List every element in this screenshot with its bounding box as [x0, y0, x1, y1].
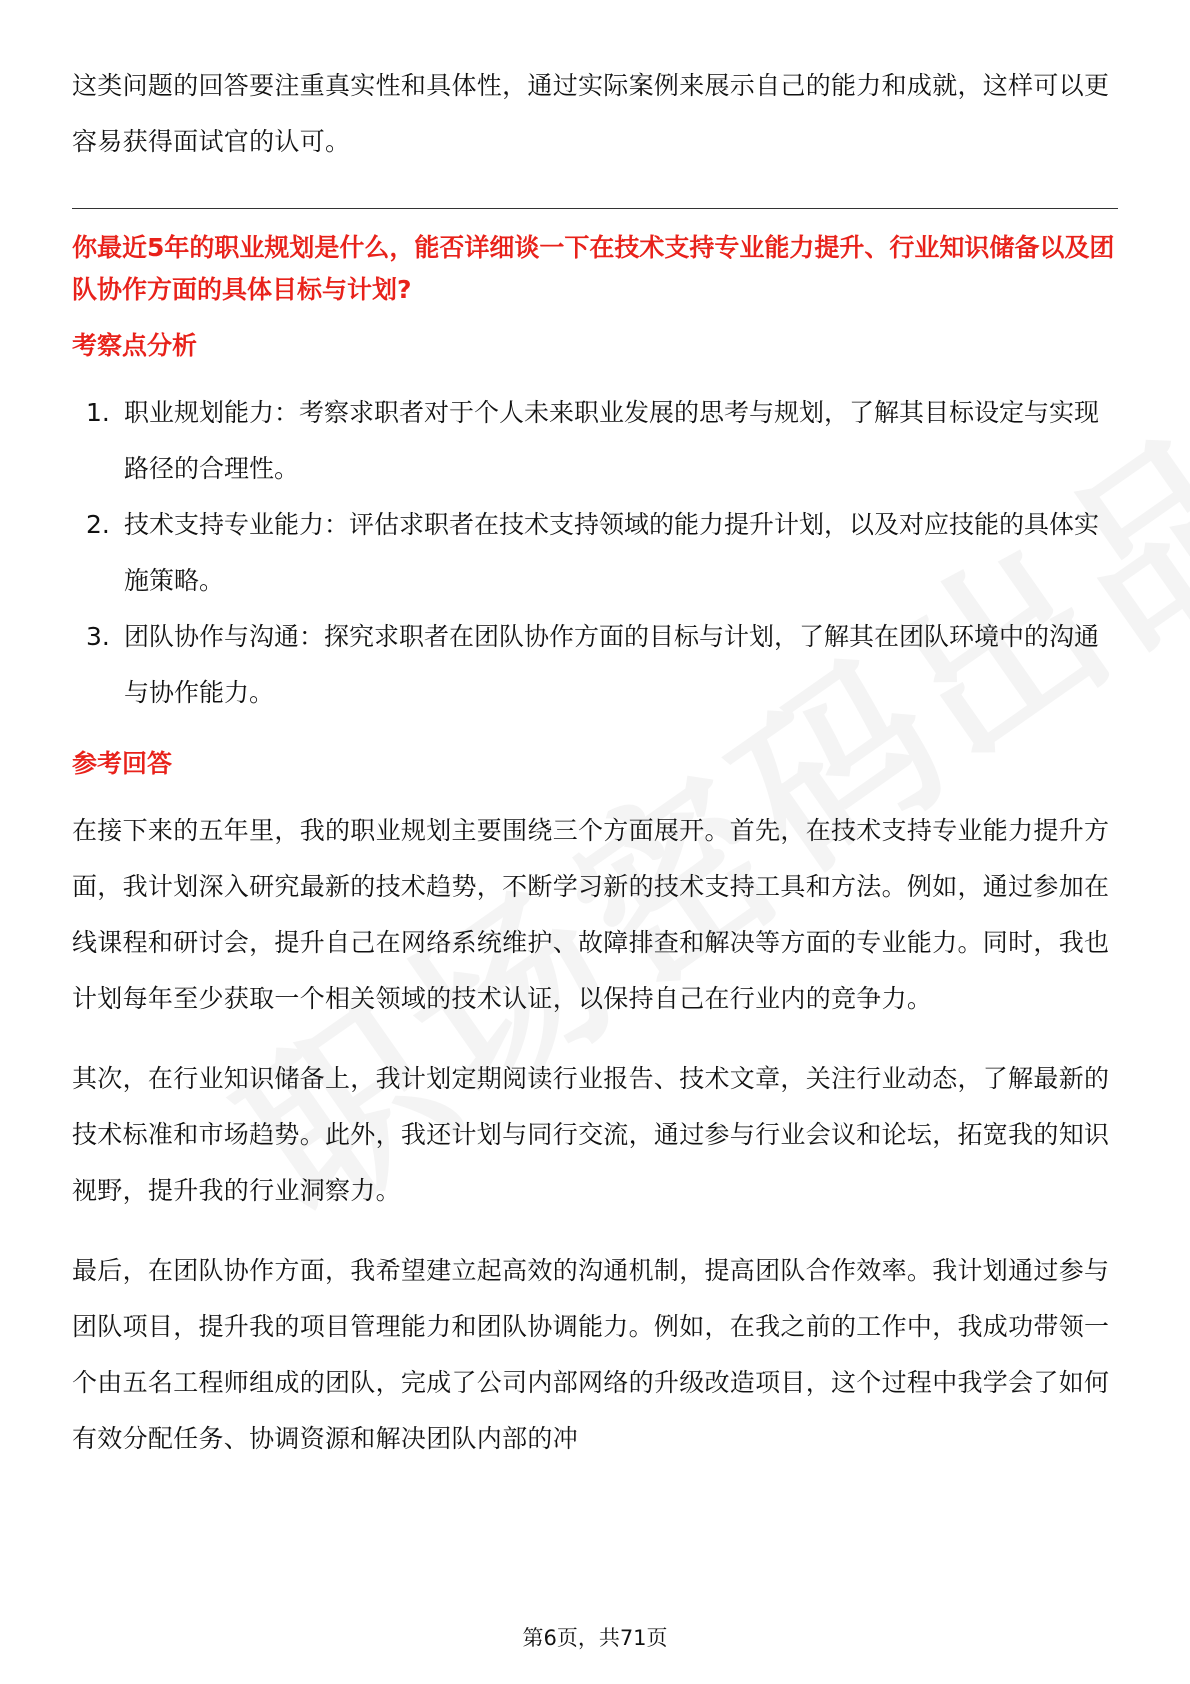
point-number: 3.	[86, 622, 110, 651]
analysis-point	[72, 385, 1118, 497]
point-text: 团队协作与沟通：探究求职者在团队协作方面的目标与计划，了解其在团队环境中的沟通与协作能力。	[124, 622, 1100, 707]
answer-paragraph: 最后，在团队协作方面，我希望建立起高效的沟通机制，提高团队合作效率。我计划通过参与团队项目，提升我的项目管理能力和团队协调能力。例如，在我之前的工作中，我成功带领一个由五名工程师组成的团队，完成了公司内部网络的升级改造项目，这个过程中我学会了如何有效分配任务、协调资源和解决团队内部的冲	[72, 1256, 1110, 1453]
analysis-point	[72, 497, 1118, 609]
intro-paragraph: 这类问题的回答要注重真实性和具体性，通过实际案例来展示自己的能力和成就，这样可以更容易获得面试官的认可。	[72, 71, 1110, 156]
page-number-footer: 第6页，共71页	[522, 1626, 668, 1650]
question-heading: 你最近5年的职业规划是什么，能否详细谈一下在技术支持专业能力提升、行业知识储备以及团队协作方面的具体目标与计划?	[72, 233, 1115, 304]
point-text: 技术支持专业能力：评估求职者在技术支持领域的能力提升计划，以及对应技能的具体实施策略。	[124, 510, 1100, 595]
answer-paragraph: 在接下来的五年里，我的职业规划主要围绕三个方面展开。首先，在技术支持专业能力提升方面，我计划深入研究最新的技术趋势，不断学习新的技术支持工具和方法。例如，通过参加在线课程和研讨会，提升自己在网络系统维护、故障排查和解决等方面的专业能力。同时，我也计划每年至少获取一个相关领域的技术认证，以保持自己在行业内的竞争力。	[72, 816, 1110, 1013]
section-divider	[72, 208, 1118, 209]
analysis-point	[72, 609, 1118, 721]
analysis-points	[72, 385, 1118, 721]
answer-title: 参考回答	[72, 749, 173, 778]
point-text: 职业规划能力：考察求职者对于个人未来职业发展的思考与规划，了解其目标设定与实现路径的合理性。	[124, 398, 1100, 483]
point-number: 2.	[86, 510, 110, 539]
document-page	[72, 58, 1118, 1491]
analysis-title: 考察点分析	[72, 331, 198, 360]
answer-paragraph: 其次，在行业知识储备上，我计划定期阅读行业报告、技术文章，关注行业动态，了解最新的技术标准和市场趋势。此外，我还计划与同行交流，通过参与行业会议和论坛，拓宽我的知识视野，提升我的行业洞察力。	[72, 1064, 1110, 1205]
point-number: 1.	[86, 398, 110, 427]
